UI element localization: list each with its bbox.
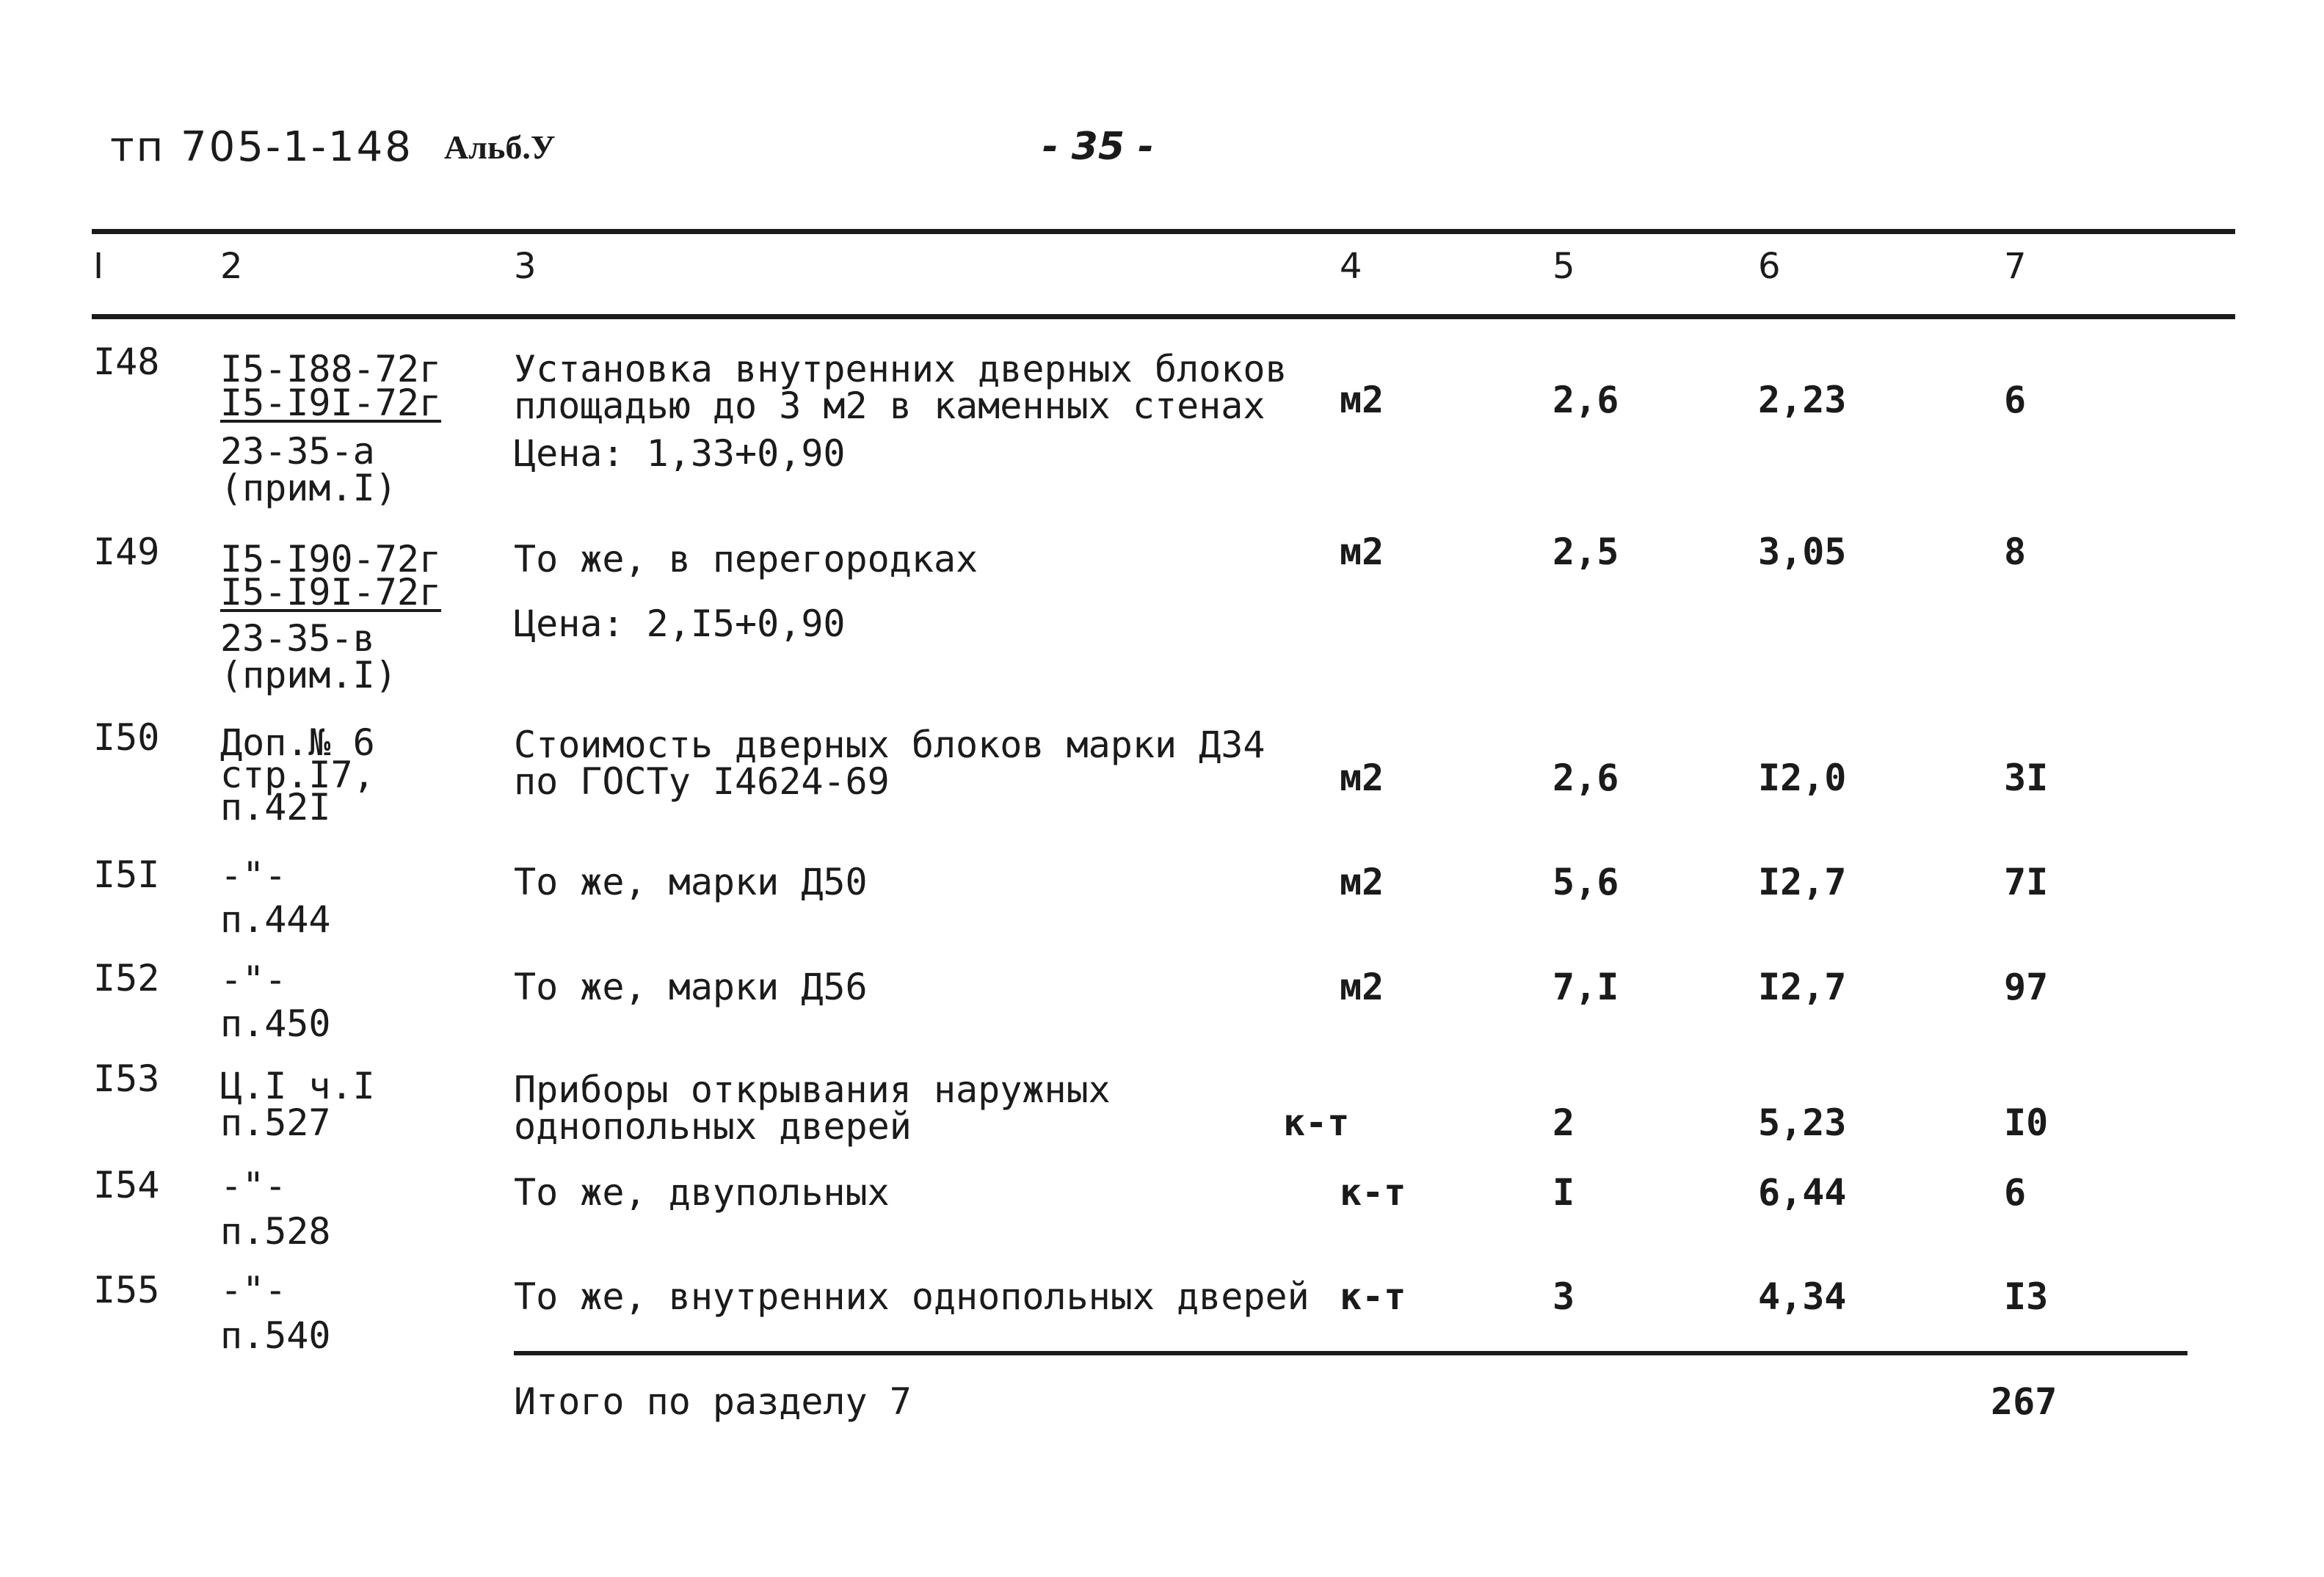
norm-reference: -"- п.450 (220, 958, 331, 1045)
column-header-rule (92, 314, 2235, 319)
quantity: 7,I (1553, 966, 1619, 1008)
album-label: Альб.У (444, 128, 556, 166)
total-cost: 97 (2004, 966, 2049, 1008)
total-cost: 6 (2004, 1171, 2027, 1214)
quantity: 2 (1553, 1101, 1575, 1144)
section-total-rule (514, 1351, 2187, 1355)
work-description: То же, марки Д56 (514, 966, 868, 1008)
norm-reference: I5-I90-72г (220, 538, 442, 580)
unit: м2 (1340, 966, 1384, 1008)
total-cost: 8 (2004, 531, 2027, 573)
unit-cost: 2,23 (1758, 379, 1847, 421)
total-cost: 7I (2004, 861, 2049, 903)
norm-reference-note: 23-35-а (прим.I) (220, 430, 397, 509)
unit-cost: 6,44 (1758, 1171, 1847, 1214)
row-number: I53 (93, 1057, 160, 1100)
total-cost: 3I (2004, 757, 2049, 799)
page-number: - 35 - (1042, 125, 1154, 169)
unit: м2 (1340, 757, 1384, 799)
row-number: I52 (93, 957, 160, 999)
norm-reference-underlined: I5-I9I-72г (220, 571, 442, 613)
row-number: I50 (93, 716, 160, 759)
column-header-7: 7 (2004, 246, 2027, 287)
quantity: 2,5 (1553, 531, 1619, 573)
work-description: То же, в перегородках (514, 538, 978, 580)
unit-cost: I2,7 (1758, 966, 1847, 1008)
table-top-rule (92, 229, 2235, 234)
norm-reference: Доп.№ 6 стр.I7, п.42I (220, 721, 375, 828)
row-number: I55 (93, 1269, 160, 1311)
column-header-6: 6 (1758, 246, 1781, 287)
norm-reference: Ц.I ч.I п.527 (220, 1065, 375, 1144)
norm-reference: -"- п.528 (220, 1165, 331, 1253)
work-description: Установка внутренних дверных блоков площадью до 3 м2 в каменных стенах (514, 348, 1288, 427)
norm-reference-underlined: I5-I9I-72г (220, 382, 442, 424)
unit-cost: I2,7 (1758, 861, 1847, 903)
unit: м2 (1340, 531, 1384, 573)
work-description: То же, марки Д50 (514, 861, 868, 903)
unit: к-т (1340, 1171, 1406, 1214)
unit: к-т (1283, 1101, 1350, 1144)
norm-reference: -"- п.444 (220, 854, 331, 941)
row-number: I5I (93, 853, 160, 896)
unit: м2 (1340, 379, 1384, 421)
quantity: 2,6 (1553, 757, 1619, 799)
unit-cost: 3,05 (1758, 531, 1847, 573)
work-description: Приборы открывания наружных однопольных дверей (514, 1068, 1111, 1148)
column-header-1: I (93, 246, 104, 287)
norm-reference-note: 23-35-в (прим.I) (220, 617, 397, 696)
unit-cost: 4,34 (1758, 1275, 1847, 1318)
price-line: Цена: 2,I5+0,90 (514, 602, 846, 645)
row-number: I49 (93, 531, 160, 573)
quantity: 2,6 (1553, 379, 1619, 421)
section-total-label: Итого по разделу 7 (514, 1380, 912, 1423)
price-line: Цена: 1,33+0,90 (514, 432, 846, 475)
quantity: 3 (1553, 1275, 1575, 1318)
work-description: Стоимость дверных блоков марки Д34 по ГОСТу I4624-69 (514, 724, 1266, 803)
unit: м2 (1340, 861, 1384, 903)
total-cost: I0 (2004, 1101, 2049, 1144)
work-description: То же, двупольных (514, 1171, 890, 1214)
unit-cost: I2,0 (1758, 757, 1847, 799)
work-description: То же, внутренних однопольных дверей (514, 1275, 1310, 1318)
document-code: тп 705-1-148 (110, 123, 413, 171)
norm-reference: I5-I88-72г (220, 348, 442, 390)
column-header-4: 4 (1340, 246, 1362, 287)
total-cost: 6 (2004, 379, 2027, 421)
row-number: I48 (93, 340, 160, 383)
total-cost: I3 (2004, 1275, 2049, 1318)
norm-reference: -"- п.540 (220, 1269, 331, 1357)
unit: к-т (1340, 1275, 1406, 1318)
quantity: 5,6 (1553, 861, 1619, 903)
column-header-3: 3 (514, 246, 537, 287)
section-total-value: 267 (1991, 1380, 2058, 1423)
quantity: I (1553, 1171, 1575, 1214)
row-number: I54 (93, 1164, 160, 1206)
column-header-2: 2 (220, 246, 243, 287)
unit-cost: 5,23 (1758, 1101, 1847, 1144)
column-header-5: 5 (1553, 246, 1575, 287)
